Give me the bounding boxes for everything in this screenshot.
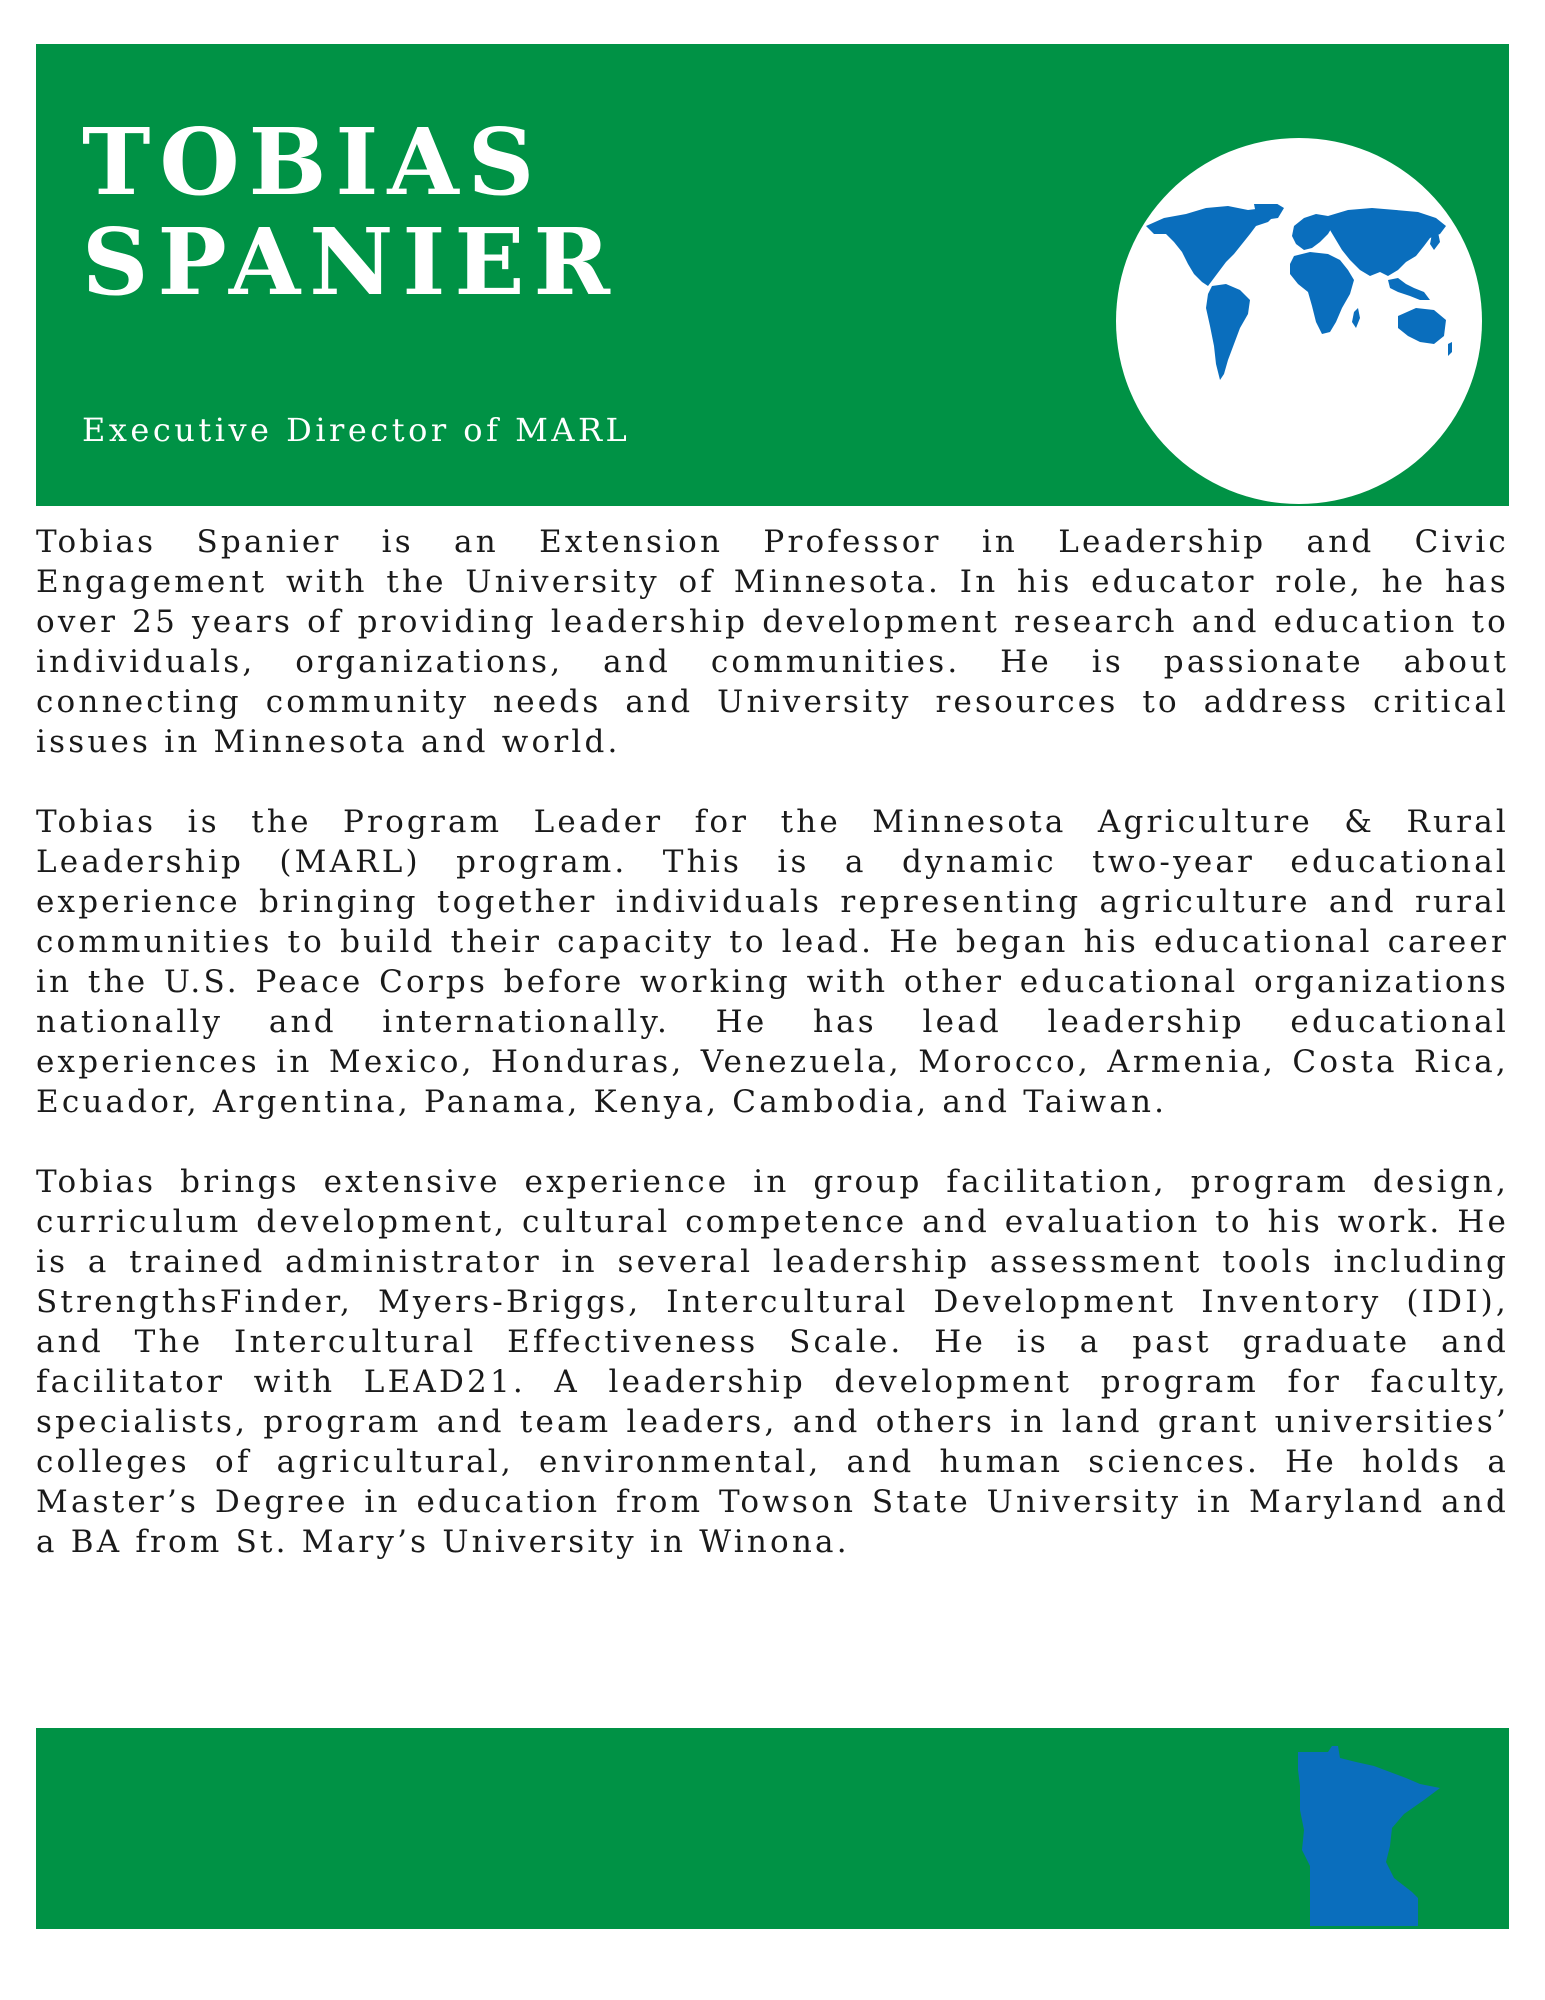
bio-paragraph: Tobias Spanier is an Extension Professor in Leadership and Civic Engagement with the University of Minnesota. In his educator role, he has over 25 years of providing leadership development research and education to individuals, organizations, and communities. He is passionate about connecting community needs and University resources to address critical issues in Minnesota and world. [36, 524, 1509, 760]
first-name: TOBIAS [82, 108, 544, 216]
person-name [82, 108, 620, 316]
header-banner [36, 44, 1509, 506]
bio-paragraph: Tobias brings extensive experience in group facilitation, program design, curriculum development, cultural competence and evaluation to his work. He is a trained administrator in several leadership assessment tools including StrengthsFinder, Myers-Briggs, Intercultural Development Inventory (IDI), and The Intercultural Effectiveness Scale. He is a past graduate and facilitator with LEAD21. A leadership development program for faculty, specialists, program and team leaders, and others in land grant universities’ colleges of agricultural, environmental, and human sciences. He holds a Master’s Degree in education from Towson State University in Maryland and a BA from St. Mary’s University in Winona. [36, 1164, 1509, 1560]
globe-badge [1116, 138, 1482, 504]
footer-banner [36, 1728, 1509, 1929]
job-title: Executive Director of MARL [82, 411, 631, 449]
minnesota-state-icon [1294, 1746, 1444, 1928]
last-name: SPANIER [82, 208, 620, 316]
bio-section [36, 522, 1509, 1602]
bio-paragraph: Tobias is the Program Leader for the Minnesota Agriculture & Rural Leadership (MARL) program. This is a dynamic two-year educational experience bringing together individuals representing agriculture and rural communities to build their capacity to lead. He began his educational career in the U.S. Peace Corps before working with other educational organizations nationally and internationally. He has lead leadership educational experiences in Mexico, Honduras, Venezuela, Morocco, Armenia, Costa Rica, Ecuador, Argentina, Panama, Kenya, Cambodia, and Taiwan. [36, 804, 1509, 1120]
world-map-icon [1144, 204, 1454, 384]
